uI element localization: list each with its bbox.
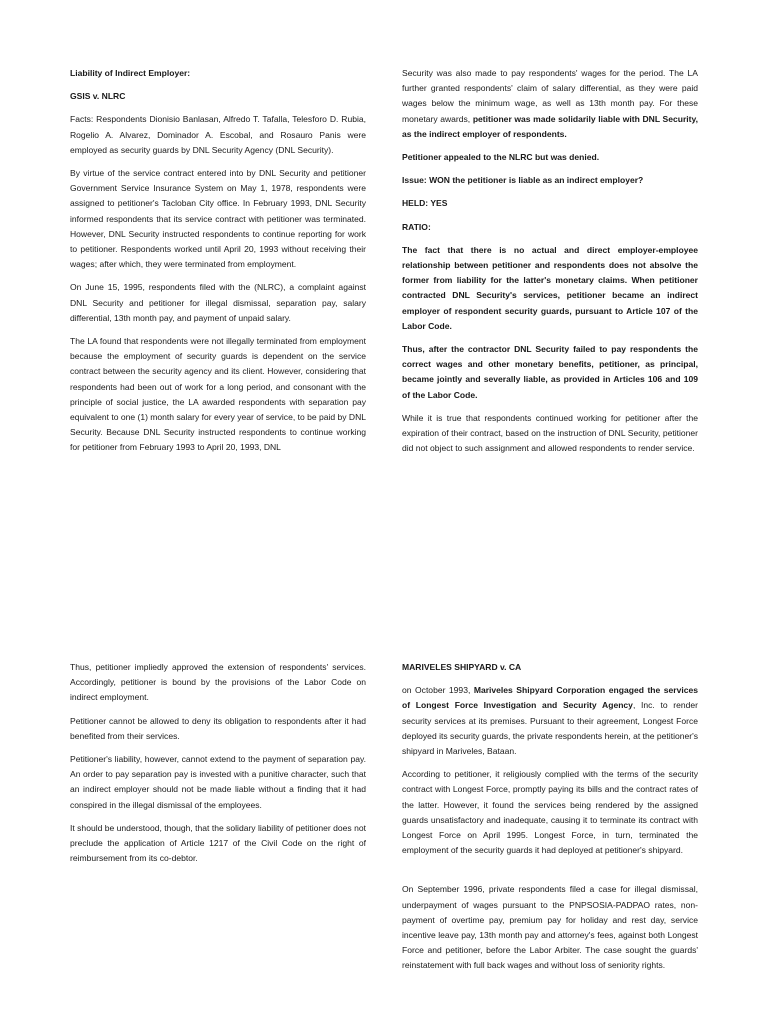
complaint-paragraph: On June 15, 1995, respondents filed with the (NLRC), a complaint against DNL Security and petitioner for illegal dismissal, separation pay, salary differential, 13th month pay, and payment of unpaid salary. (70, 282, 366, 323)
ratio-label: RATIO: (402, 221, 431, 232)
case-title-mariveles: MARIVELES SHIPYARD v. CA (402, 662, 522, 672)
engagement-text-a: on October 1993, (402, 685, 474, 696)
page-1-left-column (70, 66, 366, 464)
page-2-right-column (402, 660, 698, 982)
solidary-liability-text: petitioner was made solidarily liable with DNL Security, as the indirect employer of respondents. (402, 113, 699, 139)
la-finding-paragraph: The LA found that respondents were not illegally terminated from employment because the employment of security guards is dependent on the service contract between the security agency and its client. However, considering that respondents had been out of work for a long period, and consonant with the principle of social justice, the LA awarded respondents with separation pay equivalent to one (1) month salary for every year of service, to be paid by DNL Security. Because DNL Security instructed respondents to continue working for petitioner from February 1993 to April 20, 1993, DNL (70, 336, 366, 453)
page-1-right-column (402, 66, 698, 464)
ratio-paragraph-2: Thus, after the contractor DNL Security failed to pay respondents the correct wages and other monetary benefits, petitioner, as principal, became jointly and severally liable, as provided in Articles 106 and 109 of the Labor Code. (402, 344, 698, 400)
reimbursement-paragraph: It should be understood, though, that the solidary liability of petitioner does not preclude the application of Article 1217 of the Civil Code on the right of reimbursement from its co-debtor. (70, 822, 366, 864)
implied-approval-paragraph: Thus, petitioner impliedly approved the extension of respondents' services. Accordingly, petitioner is bound by the provisions of the Labor Code on indirect employment. (70, 662, 366, 703)
engagement-text-b: , Inc. to render security services at its premises. Pursuant to their agreement, Longest Force deployed its security guards, the private respondents herein, at the petitioner's shipyard in Mariveles, Bataan. (402, 700, 698, 757)
page-2-left-column (70, 660, 366, 874)
obligation-paragraph: Petitioner cannot be allowed to deny its obligation to respondents after it had benefited from their services. (70, 715, 366, 741)
case-title-gsis: GSIS v. NLRC (70, 91, 126, 102)
appeal-paragraph: Petitioner appealed to the NLRC but was denied. (402, 152, 600, 163)
facts-paragraph: Facts: Respondents Dionisio Banlasan, Alfredo T. Tafalla, Telesforo D. Rubia, Rogelio A. Alvarez, Dominador A. Escobal, and Rosauro Panis were employed as security guards by DNL Security Agency (DNL Security). (70, 114, 366, 155)
engagement-paragraph (402, 683, 698, 759)
service-contract-paragraph: By virtue of the service contract entered into by DNL Security and petitioner Government Service Insurance System on May 1, 1978, respondents were assigned to petitioner's Tacloban City office. In February 1993, DNL Security informed respondents that its service contract with petitioner was terminated. However, DNL Security instructed respondents to continue reporting for work to petitioner. Respondents worked until April 20, 1993 without receiving their wages; after which, they were terminated from employment. (70, 168, 366, 270)
separation-pay-paragraph: Petitioner's liability, however, cannot extend to the payment of separation pay. An order to pay separation pay is invested with a punitive character, such that an indirect employer should not be made liable without a finding that it had conspired in the illegal dismissal of the employees. (70, 754, 366, 810)
engagement-bold-text: Mariveles Shipyard Corporation engaged the services of Longest Force Investigation and Security Agency (402, 685, 698, 711)
ratio-paragraph-1: The fact that there is no actual and direct employer-employee relationship between petitioner and respondents does not absolve the former from liability for the latter's monetary claims. When petitioner contracted DNL Security's services, petitioner became an indirect employer of respondent security guards, pursuant to Article 107 of the Labor Code. (402, 244, 698, 331)
illegal-dismissal-paragraph: On September 1996, private respondents filed a case for illegal dismissal, underpayment of wages pursuant to the PNPSOSIA-PADPAO rates, non-payment of overtime pay, premium pay for holiday and rest day, service incentive leave pay, 13th month pay and attorney's fees, against both Longest Force and petitioner, before the Labor Arbiter. The case sought the guards' reinstatement with full back wages and without loss of seniority rights. (402, 884, 698, 971)
section-heading: Liability of Indirect Employer: (70, 68, 191, 78)
issue-line: Issue: WON the petitioner is liable as an indirect employer? (402, 175, 644, 186)
continued-service-paragraph: While it is true that respondents continued working for petitioner after the expiration of their contract, based on the instruction of DNL Security, petitioner did not object to such assignment and allowed respondents to render service. (402, 412, 698, 454)
monetary-award-text: Security was also made to pay respondents' wages for the period. The LA further granted respondents' claim of salary differential, as they were paid wages below the minimum wage, as well as 13th month pay. For these monetary awards, (402, 68, 698, 124)
held-line: HELD: YES (402, 198, 448, 209)
monetary-award-paragraph (402, 66, 698, 142)
petitioner-account-paragraph: According to petitioner, it religiously complied with the terms of the security contract with Longest Force, promptly paying its bills and the contract rates of the latter. However, it found the services being rendered by the assigned guards unsatisfactory and inadequate, causing it to terminate its contract with Longest Force on April 1995. Longest Force, in turn, terminated the employment of the security guards it had deployed at petitioner's shipyard. (402, 769, 698, 856)
